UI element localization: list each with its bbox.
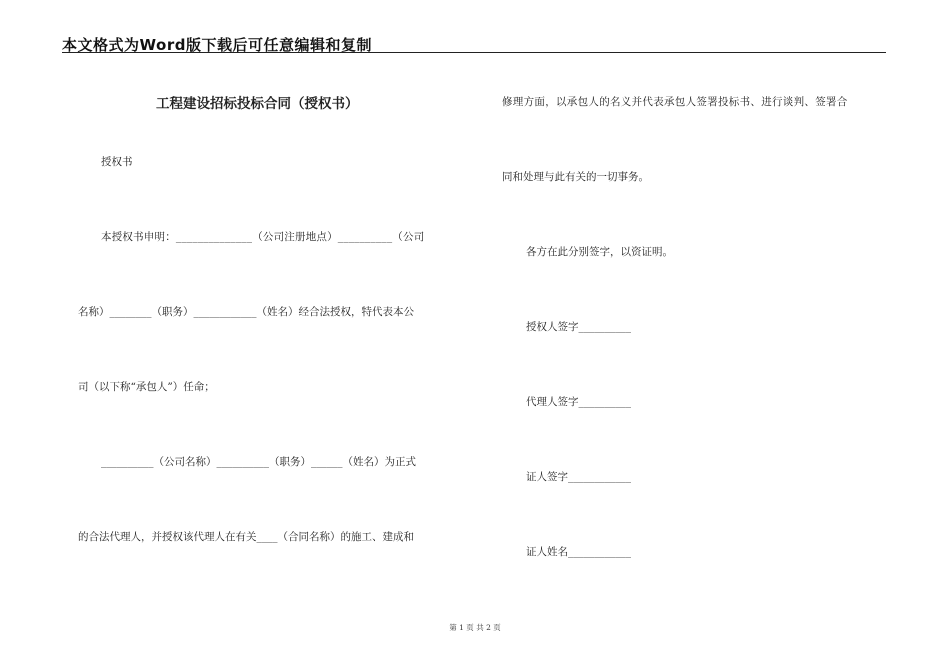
page-header-title: 本文格式为Word版下载后可任意编辑和复制: [62, 36, 372, 54]
paragraph-line: 同和处理与此有关的一切事务。: [502, 171, 649, 183]
paragraph-line: 司（以下称“承包人”）任命；: [78, 381, 215, 393]
document-title: 工程建设招标投标合同（授权书）: [156, 96, 359, 112]
signature-line-authorizer: 授权人签字__________: [526, 321, 631, 333]
header-divider: [62, 52, 886, 53]
section-heading: 授权书: [101, 156, 133, 168]
signature-line-agent: 代理人签字__________: [526, 396, 631, 408]
page-number-footer: 第 1 页 共 2 页: [449, 623, 501, 632]
paragraph-line: 修理方面，以承包人的名义并代表承包人签署投标书、进行谈判、签署合: [502, 96, 848, 108]
paragraph-line: 各方在此分别签字，以资证明。: [526, 246, 673, 258]
signature-line-witness: 证人签字____________: [526, 471, 631, 483]
paragraph-line: __________（公司名称）__________（职务）______（姓名）为正式: [101, 456, 416, 468]
witness-name-line: 证人姓名____________: [526, 546, 631, 558]
paragraph-line: 本授权书申明：______________（公司注册地点）__________（公司: [101, 231, 425, 243]
paragraph-line: 名称）________（职务）____________（姓名）经合法授权，特代表本公: [78, 306, 414, 318]
paragraph-line: 的合法代理人，并授权该代理人在有关____（合同名称）的施工、建成和: [78, 531, 414, 543]
